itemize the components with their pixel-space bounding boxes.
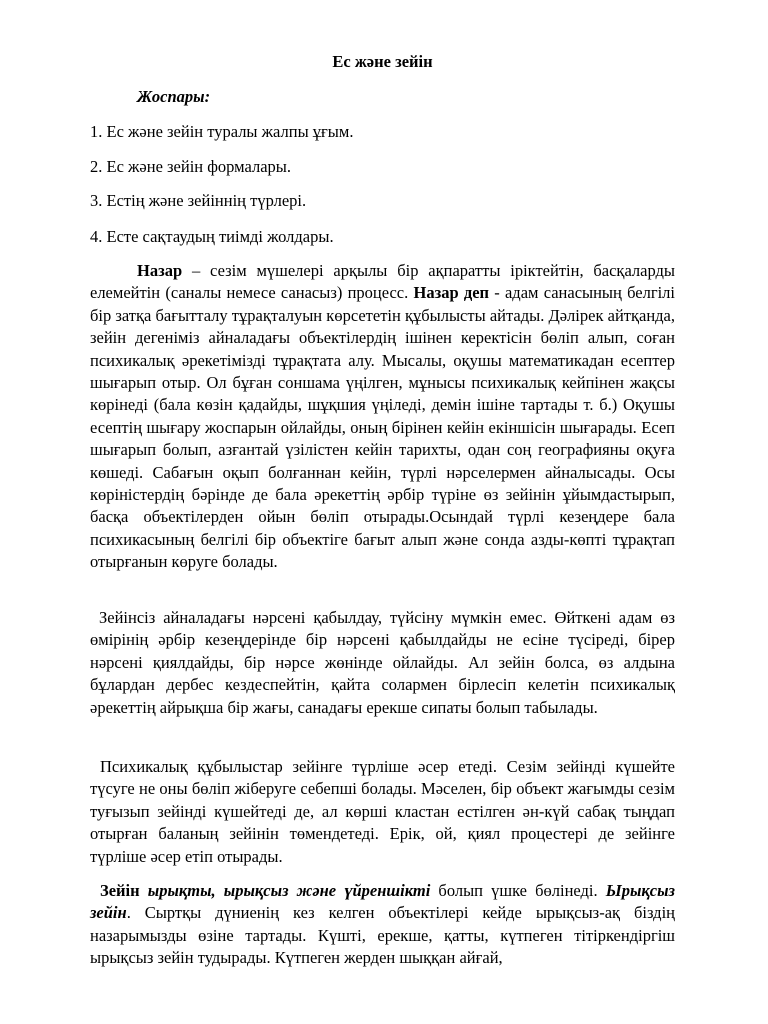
paragraph-1-text-a: – сезім мүшелері арқылы бір ақпаратты іріктейтін, басқаларды елемейтін (саналы немесе санасыз) процесс. bbox=[90, 261, 675, 303]
paragraph-4-text-b: . Сыртқы дүниенің кез келген объектілері кейде ырықсыз-ақ біздің назарымызды өзіне тартады. Күшті, ерекше, қатты, күтпеген тітіркендіргіш ырықсыз зейін тудырады. Күтпеген жерден шыққан айғай, bbox=[90, 903, 675, 968]
paragraph-attention-definition bbox=[90, 260, 675, 574]
plan-item-1: 1. Ес және зейін туралы жалпы ұғым. bbox=[90, 122, 354, 141]
paragraph-attention-types bbox=[90, 880, 675, 970]
paragraph-psychic-phenomena: Психикалық құбылыстар зейінге түрліше әсер етеді. Сезім зейінді күшейте түсуге не оны бөліп жіберуге себепші болады. Мәселен, бір объект жағымды сезім туғызып зейінді күшейтеді де, ал көрші кластан естілген ән-күй сабақ тыңдап отырған баланың зейінін төмендетеді. Ерік, ой, қиял процестері де зейінге түрліше әсер етіп отырады. bbox=[90, 757, 675, 866]
plan-item-4: 4. Есте сақтаудың тиімді жолдары. bbox=[90, 227, 334, 246]
plan-heading: Жоспары: bbox=[137, 87, 211, 106]
plan-item-3: 3. Естің және зейіннің түрлері. bbox=[90, 191, 307, 210]
term-involuntary-attention: Ырықсыз зейін bbox=[90, 881, 675, 923]
term-nazar-dep: Назар деп bbox=[413, 283, 490, 303]
paragraph-perception: Зейінсіз айналадағы нәрсені қабылдау, түйсіну мүмкін емес. Өйткені адам өз өмірінің әрбір кезеңдерінде бір нәрсені қабылдайды не есіне түсіреді, бірер нәрсені қиялдайды, бір нәрсе жөнінде ойлайды. Ал зейін болса, өз алдына бұлардан дербес кездеспейтін, қайта солармен бірлесіп келетін психикалық әрекеттің айрықша бір жағы, санадағы ерекше сипаты болып табылады. bbox=[90, 608, 675, 717]
term-attention-types: ырықты, ырықсыз және үйреншікті bbox=[139, 881, 431, 900]
paragraph-1-text-b: - адам санасының белгілі бір затқа бағытталу тұрақталуын көрсететін құбылысты айтады. Дәлірек айтқанда, зейін дегеніміз айналадағы объектілердің ішінен керектісін бөліп алып, соған психикалық әрекетімізді тұрақтата алу. Мысалы, оқушы математикадан есептер шығарып отыр. Ол бұған соншама үңілген, мұнысы психикалық кейпінен жақсы көрінеді (бала көзін қадайды, шұқшия үңіледі, демін ішіне тартады т. б.) Оқушы есептің шығару жоспарын ойлайды, оның бірінен кейін екіншісін шығарады. Есеп шығарып болып, азғантай үзілістен кейін тарихты, одан соң географияны оқуға көшеді. Сабағын оқып болғаннан кейін, түрлі нәрселермен айналысады. Осы көріністердің бәрінде де бала әрекеттің әрбір түріне өз зейінін ұйымдастырып, басқа объектілерден ойын бөліп отырады.Осындай түрлі кезеңдере бала психикасының белгілі бір объектіге бағыт алып және сонда азды-көпті тұрақтап отырғанын көруге болады. bbox=[90, 283, 675, 572]
paragraph-4-text-a: болып үшке бөлінеді. bbox=[430, 881, 606, 900]
term-nazar: Назар bbox=[137, 261, 183, 280]
document-title: Ес және зейін bbox=[332, 52, 433, 71]
plan-item-2: 2. Ес және зейін формалары. bbox=[90, 157, 291, 176]
term-zeiin: Зейін bbox=[100, 881, 140, 900]
